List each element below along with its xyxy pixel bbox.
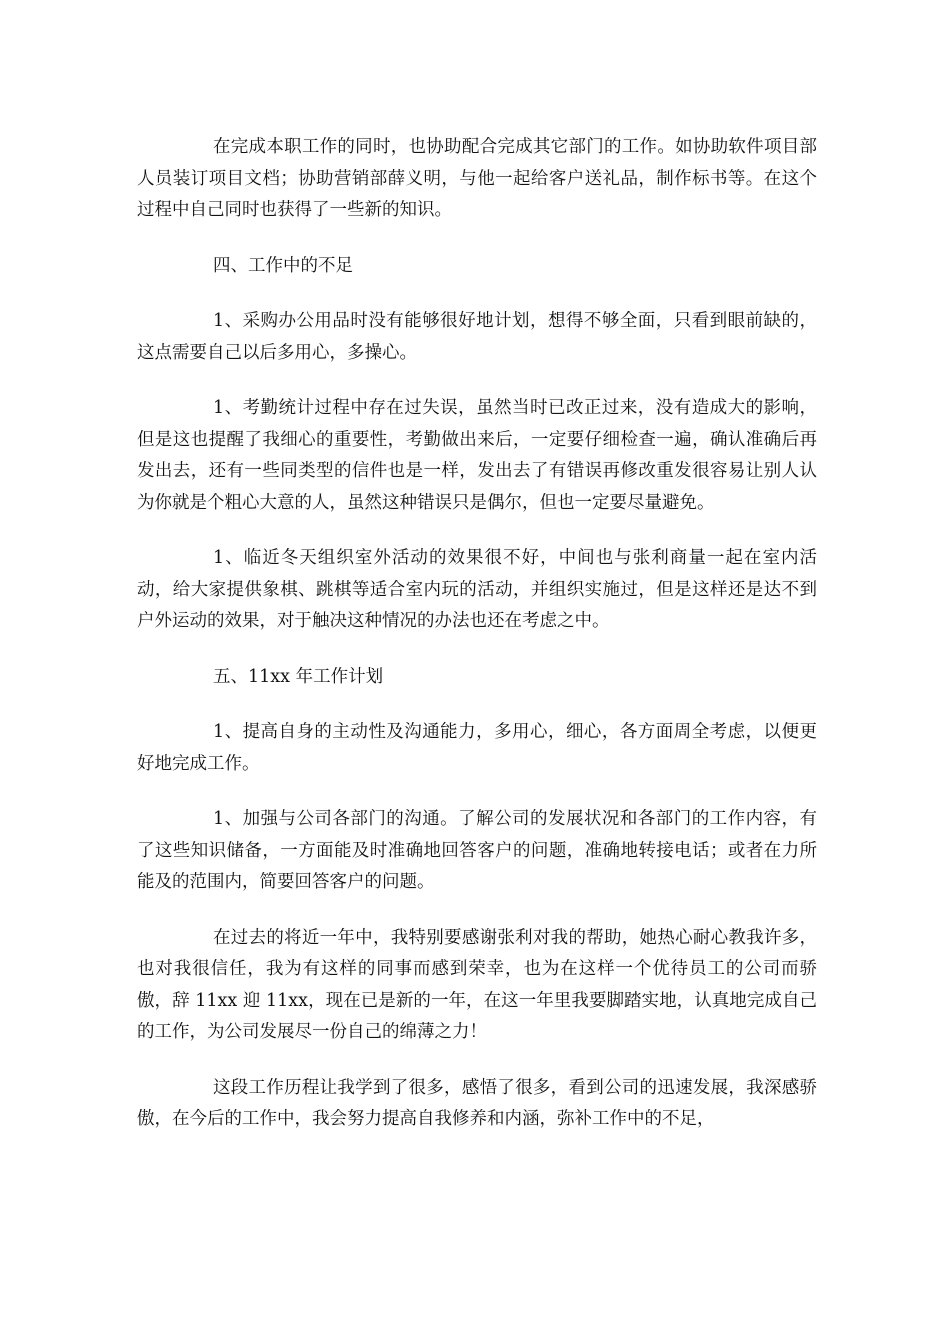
paragraph-attendance-statistics: 1、考勤统计过程中存在过失误，虽然当时已改正过来，没有造成大的影响，但是这也提醒了我细心的重要性，考勤做出来后，一定要仔细检查一遍，确认准确后再发出去，还有一些同类型的信件也是一样，发出去了有错误再修改重发很容易让别人认为你就是个粗心大意的人，虽然这种错误只是偶尔，但也一定要尽量避免。 <box>137 398 817 513</box>
paragraph-improve-initiative: 1、提高自身的主动性及沟通能力，多用心，细心，各方面周全考虑，以便更好地完成工作。 <box>137 722 817 774</box>
section-heading-work-plan: 五、11xx 年工作计划 <box>213 666 384 687</box>
document-body <box>137 132 817 1160</box>
paragraph-thanks: 在过去的将近一年中，我特别要感谢张利对我的帮助，她热心耐心教我许多，也对我很信任，我为有这样的同事而感到荣幸，也为在这样一个优待员工的公司而骄傲，辞 11xx 迎 11xx，现在已是新的一年，在这一年里我要脚踏实地，认真地完成自己的工作，为公司发展尽一份自己的绵薄之力！ <box>137 927 817 1042</box>
paragraph-closing: 这段工作历程让我学到了很多，感悟了很多，看到公司的迅速发展，我深感骄傲，在今后的工作中，我会努力提高自我修养和内涵，弥补工作中的不足， <box>137 1077 817 1129</box>
paragraph-assist-other-departments: 在完成本职工作的同时，也协助配合完成其它部门的工作。如协助软件项目部人员装订项目文档；协助营销部薛义明，与他一起给客户送礼品，制作标书等。在这个过程中自己同时也获得了一些新的知识。 <box>137 137 817 220</box>
paragraph-strengthen-communication: 1、加强与公司各部门的沟通。了解公司的发展状况和各部门的工作内容，有了这些知识储备，一方面能及时准确地回答客户的问题，准确地转接电话；或者在力所能及的范围内，简要回答客户的问题。 <box>137 809 817 892</box>
paragraph-winter-activities: 1、临近冬天组织室外活动的效果很不好，中间也与张利商量一起在室内活动，给大家提供象棋、跳棋等适合室内玩的活动，并组织实施过，但是这样还是达不到户外运动的效果，对于触决这种情况的办法也还在考虑之中。 <box>137 548 817 631</box>
paragraph-office-supplies: 1、采购办公用品时没有能够很好地计划，想得不够全面，只看到眼前缺的，这点需要自己以后多用心，多操心。 <box>137 311 817 363</box>
section-heading-shortcomings: 四、工作中的不足 <box>213 255 353 276</box>
